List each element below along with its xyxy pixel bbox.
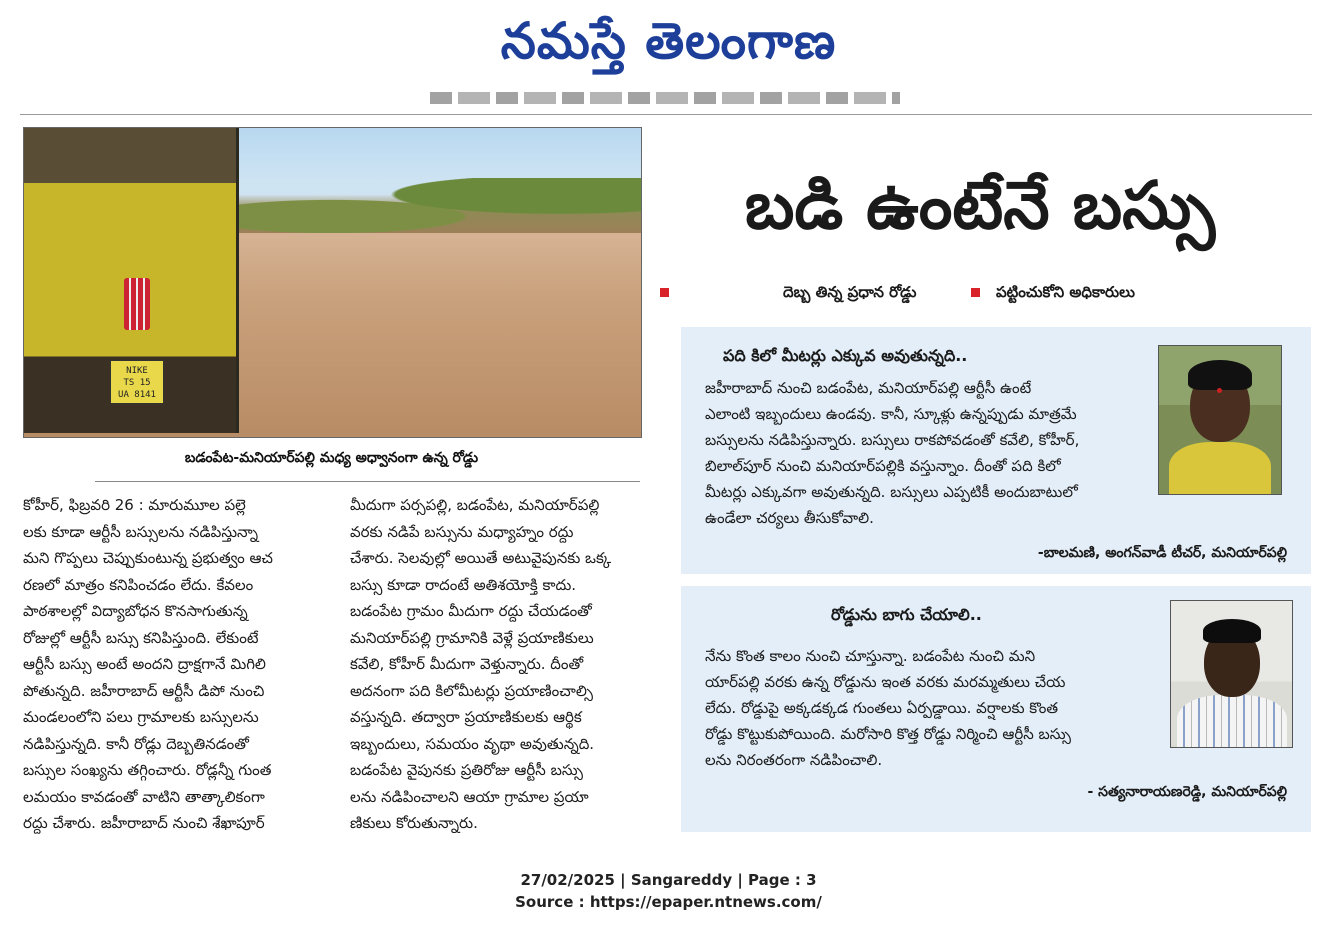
photo-trees — [229, 178, 641, 233]
quote-signature-1: -బాలమణి, అంగన్‌వాడీ టీచర్, మనియార్‌పల్లి — [1037, 545, 1287, 561]
article-line: మండలంలోని పలు గ్రామాలకు బస్సులను — [23, 708, 259, 726]
article-line: పోతున్నది. జహీరాబాద్ ఆర్టీసీ డిపో నుంచి — [23, 681, 265, 700]
quote-line: బస్సులను నడిపిస్తున్నారు. బస్సులు రాకపోవడంతో కవేలి, కోహీర్, — [705, 431, 1080, 449]
article-line: ఆర్టీసీ బస్సు అంటే అందని ద్రాక్షగానే మిగిలి — [23, 655, 266, 673]
article-column-1 — [23, 492, 323, 837]
footer-source: Source : https://epaper.ntnews.com/ — [515, 893, 822, 911]
article-line: రణలో మాత్రం కనిపించడం లేదు. కేవలం — [23, 575, 254, 594]
subhead-2: పట్టించుకోని అధికారులు — [996, 283, 1135, 301]
article-line: ణికులు కోరుతున్నారు. — [350, 814, 478, 832]
article-line: మని గొప్పలు చెప్పుకుంటున్న ప్రభుత్వం ఆచ — [23, 549, 273, 567]
subheads — [660, 281, 1310, 305]
quote-body-2 — [705, 643, 1163, 773]
article-line: చేశారు. సెలవుల్లో అయితే అటువైపునకు ఒక్క — [350, 549, 612, 567]
portrait-hair — [1188, 360, 1252, 390]
photo-caption: బడంపేట-మనియార్‌పల్లి మధ్య అధ్వానంగా ఉన్న రోడ్డు — [184, 450, 479, 466]
article-line: అదనంగా పది కిలోమీటర్లు ప్రయాణించాల్సి — [350, 681, 593, 700]
quote-line: నేను కొంత కాలం నుంచి చూస్తున్నా. బడంపేట నుంచి మని — [705, 647, 1036, 665]
article-line: బడంపేట వైపునకు ప్రతిరోజు ఆర్టీసీ బస్సు — [350, 761, 583, 779]
photo-tail-lamp — [124, 278, 150, 330]
article-line: కోహీర్, ఫిబ్రవరి 26 : మారుమూల పల్లె — [23, 496, 246, 514]
footer-date-edition: 27/02/2025 | Sangareddy | Page : 3 — [520, 871, 817, 889]
article-line: వరకు నడిపే బస్సును మధ్యాహ్నం రద్దు — [350, 522, 574, 541]
article-line: బస్సు కూడా రాదంటే అతిశయోక్తి కాదు. — [350, 575, 577, 594]
portrait-satyanarayana-reddy — [1170, 600, 1293, 748]
photo-auto-rickshaw — [24, 128, 239, 433]
article-line: లను నడిపించాలని ఆయా గ్రామాల ప్రయా — [350, 787, 589, 806]
article-column-2 — [350, 492, 655, 837]
article-line: రద్దు చేశారు. జహీరాబాద్ నుంచి శేఖాపూర్ — [23, 814, 265, 832]
plate-brand: NIKE — [126, 366, 148, 376]
article-line: లకు కూడా ఆర్టీసీ బస్సులను నడిపిస్తున్నా — [23, 522, 259, 541]
quote-line: లను నిరంతరంగా నడిపించాలి. — [705, 751, 883, 769]
news-photo — [23, 127, 642, 438]
article-line: వస్తున్నది. తద్వారా ప్రయాణికులకు ఆర్థిక — [350, 708, 582, 726]
quote-line: యార్‌పల్లి వరకు ఉన్న రోడ్డును ఇంత వరకు మరమ్మతులు చేయ — [705, 673, 1066, 691]
masthead-title: నమస్తే తెలంగాణ — [500, 11, 837, 70]
article-line: ఇబ్బందులు, సమయం వృథా అవుతున్నది. — [350, 734, 595, 753]
quote-title-2: రోడ్డును బాగు చేయాలి.. — [831, 605, 982, 624]
article-line: బడంపేట గ్రామం మీదుగా రద్దు చేయడంతో — [350, 602, 592, 620]
article-line: బస్సుల సంఖ్యను తగ్గించారు. రోడ్లన్నీ గుంత — [23, 761, 272, 779]
caption-divider — [95, 481, 640, 482]
quote-line: రోడ్డు కొట్టుకుపోయింది. మరోసారి కొత్త రోడ్డు నిర్మించి ఆర్టీసీ బస్సు — [705, 725, 1071, 743]
bullet-square — [660, 288, 669, 297]
quote-signature-2: - సత్యనారాయణరెడ్డి, మనియార్‌పల్లి — [1087, 784, 1287, 800]
portrait-body — [1169, 442, 1271, 495]
article-line: రోజుల్లో ఆర్టీసీ బస్సు కనిపిస్తుంది. లేకుంటే — [23, 628, 259, 647]
article-line: కవేలి, కోహీర్ మీదుగా వెళ్తున్నారు. దీంతో — [350, 655, 584, 673]
quote-line: ఉండేలా చర్యలు తీసుకోవాలి. — [705, 509, 874, 527]
quote-title-1: పది కిలో మీటర్లు ఎక్కువ అవుతున్నది.. — [723, 346, 968, 365]
quote-box-1 — [681, 327, 1311, 574]
headline: బడి ఉంటేనే బస్సు — [744, 166, 1216, 244]
quote-line: జహీరాబాద్ నుంచి బడంపేట, మనియార్‌పల్లి ఆర్టీసీ ఉంటే — [705, 379, 1032, 397]
masthead-tagline-strip — [430, 92, 900, 104]
quote-line: బిలాల్‌పూర్ నుంచి మనియార్‌పల్లికి వస్తున్నాం. దీంతో పది కిలో — [705, 457, 1061, 475]
header-divider — [20, 114, 1312, 115]
plate-line-1: TS 15 — [123, 378, 151, 388]
plate-line-2: UA 8141 — [118, 390, 156, 400]
bullet-square — [971, 288, 980, 297]
portrait-bindi — [1217, 388, 1222, 393]
subhead-1: దెబ్బ తిన్న ప్రధాన రోడ్డు — [783, 283, 917, 301]
article-line: మీదుగా పర్సపల్లి, బడంపేట, మనియార్‌పల్లి — [350, 496, 600, 514]
quote-body-1 — [705, 375, 1150, 531]
quote-line: లేదు. రోడ్డుపై అక్కడక్కడ గుంతలు ఏర్పడ్డాయి. వర్షాలకు కొంత — [705, 699, 1059, 717]
article-line: నడిపిస్తున్నది. కానీ రోడ్లు దెబ్బతినడంతో — [23, 734, 249, 753]
photo-number-plate — [110, 360, 164, 404]
portrait-hair — [1203, 619, 1261, 643]
quote-box-2 — [681, 586, 1311, 832]
quote-line: ఎలాంటి ఇబ్బందులు ఉండవు. కానీ, స్కూళ్లు ఉన్నప్పుడు మాత్రమే — [705, 405, 1077, 423]
quote-line: మీటర్లు ఎక్కువగా అవుతున్నది. బస్సులు ఎప్పటికీ అందుబాటులో — [705, 483, 1078, 501]
portrait-body — [1177, 695, 1287, 748]
article-line: మనియార్‌పల్లి గ్రామానికి వెళ్లే ప్రయాణికులు — [350, 628, 594, 647]
portrait-balamani — [1158, 345, 1282, 495]
article-line: పాఠశాలల్లో విద్యాబోధన కొనసాగుతున్న — [23, 602, 248, 620]
article-line: లమయం కావడంతో వాటిని తాత్కాలికంగా — [23, 787, 265, 806]
